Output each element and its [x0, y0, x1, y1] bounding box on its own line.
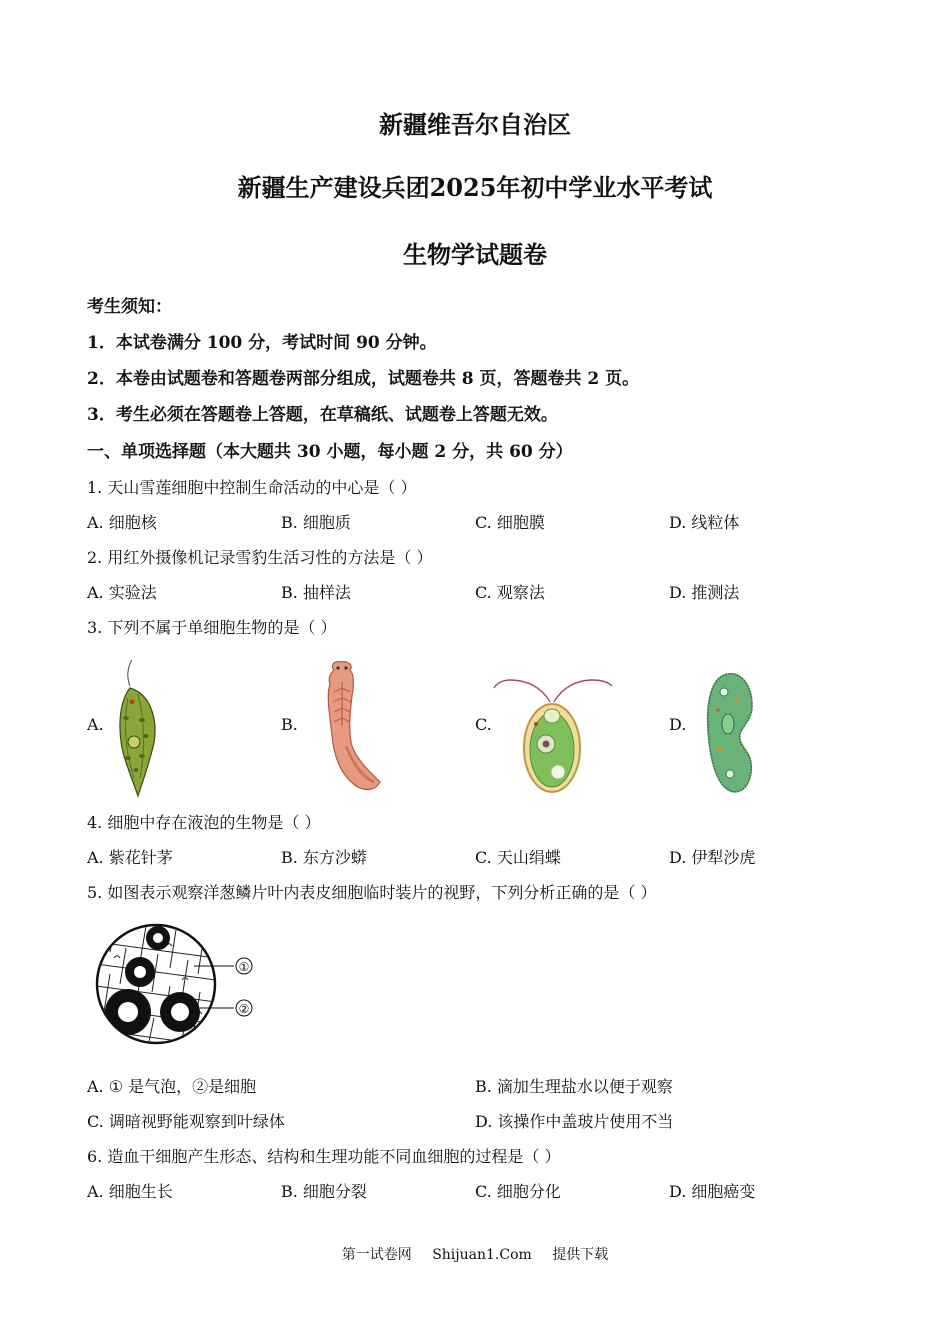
option-d: D. 推测法	[669, 583, 740, 602]
option-b: B.	[281, 715, 298, 734]
notice-item: 3．考生必须在答题卷上答题，在草稿纸、试题卷上答题无效。	[87, 405, 558, 425]
question-stem: 3. 下列不属于单细胞生物的是（ ）	[87, 618, 337, 637]
exam-subject-title: 生物学试题卷	[403, 240, 547, 269]
option-d: D. 线粒体	[669, 513, 740, 532]
option-d: D. 伊犁沙虎	[669, 848, 756, 867]
option-a: A.	[87, 715, 104, 734]
question-stem: 4. 细胞中存在液泡的生物是（ ）	[87, 813, 321, 832]
option-c: C. 调暗视野能观察到叶绿体	[87, 1112, 285, 1131]
chlamydomonas-icon	[492, 670, 616, 796]
question-stem: 2. 用红外摄像机记录雪豹生活习性的方法是（ ）	[87, 548, 433, 567]
option-a: A. 细胞核	[87, 513, 157, 532]
question-stem: 1. 天山雪莲细胞中控制生命活动的中心是（ ）	[87, 478, 417, 497]
figure-label-1: ①	[238, 960, 250, 974]
microscope-field-figure	[96, 922, 266, 1046]
exam-main-title: 新疆生产建设兵团2025年初中学业水平考试	[237, 173, 713, 202]
notice-item: 2．本卷由试题卷和答题卷两部分组成，试题卷共 8 页，答题卷共 2 页。	[87, 369, 640, 389]
option-b: B. 滴加生理盐水以便于观察	[475, 1077, 673, 1096]
option-d: D. 细胞癌变	[669, 1182, 756, 1201]
exam-region-title: 新疆维吾尔自治区	[379, 110, 571, 139]
option-b: B. 细胞质	[281, 513, 351, 532]
footer-download-text: 提供下载	[552, 1247, 609, 1263]
footer-site-url: Shijuan1.Com	[432, 1247, 532, 1263]
option-d: D. 该操作中盖玻片使用不当	[475, 1112, 674, 1131]
option-c: C. 细胞膜	[475, 513, 545, 532]
option-a: A. 细胞生长	[87, 1182, 173, 1201]
planarian-icon	[312, 656, 384, 794]
option-d: D.	[669, 715, 687, 734]
footer-site-name: 第一试卷网	[341, 1247, 412, 1263]
option-a: A. 紫花针茅	[87, 848, 173, 867]
notice-item: 1．本试卷满分 100 分，考试时间 90 分钟。	[87, 333, 437, 353]
option-c: C. 观察法	[475, 583, 545, 602]
paramecium-icon	[700, 670, 760, 796]
euglena-icon	[108, 658, 168, 798]
option-b: B. 细胞分裂	[281, 1182, 367, 1201]
option-c: C. 细胞分化	[475, 1182, 561, 1201]
option-c: C.	[475, 715, 492, 734]
figure-label-2: ②	[238, 1002, 250, 1016]
section-heading: 一、单项选择题（本大题共 30 小题，每小题 2 分，共 60 分）	[87, 442, 573, 462]
question-stem: 6. 造血干细胞产生形态、结构和生理功能不同血细胞的过程是（ ）	[87, 1147, 561, 1166]
option-b: B. 抽样法	[281, 583, 351, 602]
page-footer	[0, 1245, 950, 1265]
option-a: A. 实验法	[87, 583, 157, 602]
option-c: C. 天山绢蝶	[475, 848, 561, 867]
question-stem: 5. 如图表示观察洋葱鳞片叶内表皮细胞临时装片的视野，下列分析正确的是（ ）	[87, 883, 657, 902]
option-a: A. ① 是气泡，②是细胞	[87, 1077, 257, 1096]
notice-heading: 考生须知：	[87, 297, 172, 317]
option-b: B. 东方沙蟒	[281, 848, 367, 867]
